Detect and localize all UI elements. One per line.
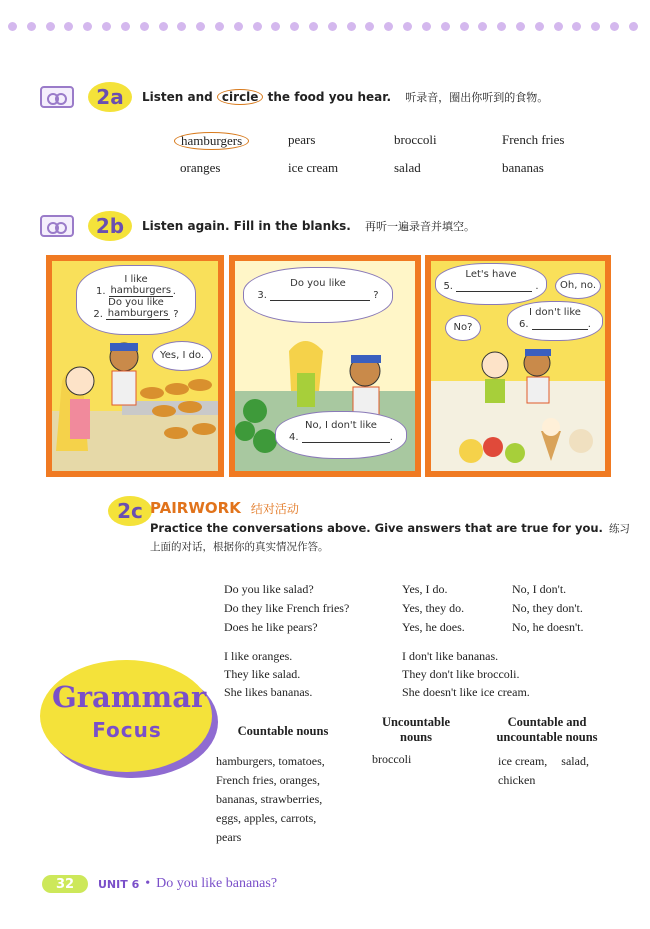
grammar-title: Grammar (52, 680, 207, 714)
food-item[interactable]: ice cream (288, 160, 339, 175)
instruction: Listen and circle the food you hear. 听录音，圈出你听到的食物。 (142, 90, 549, 104)
instruction: Listen again. Fill in the blanks. 再听一遍录音并填空。 (142, 219, 476, 233)
section-badge: 2b (88, 211, 132, 241)
section-2a-header (40, 82, 548, 112)
grammar-questions: Do you like salad? Do they like French fries? Does he like pears? (224, 582, 350, 634)
food-item[interactable]: salad (394, 160, 421, 175)
comic-panel-3 (425, 255, 611, 477)
uncountable-list: broccoli (372, 752, 412, 766)
speech-bubble: Let's have 5. . (435, 263, 547, 305)
speech-bubble: Oh, no. (555, 273, 601, 299)
unit-title: Do you like bananas? (156, 876, 278, 891)
food-list (180, 132, 600, 176)
page-number: 32 (42, 875, 88, 893)
food-item[interactable]: French fries (502, 132, 565, 147)
grammar-dislikes: I don't like bananas. They don't like broccoli. She doesn't like ice cream. (402, 649, 530, 699)
grammar-yes-answers: Yes, I do. Yes, they do. Yes, he does. (402, 582, 465, 634)
speech-bubble: Yes, I do. (152, 341, 212, 371)
countable-list: hamburgers, tomatoes, French fries, oranges, bananas, strawberries, eggs, apples, carrots, pears (216, 754, 325, 844)
speech-bubble: Do you like 3. ? (243, 267, 393, 323)
speech-bubble: No, I don't like 4. . (275, 411, 407, 459)
food-item[interactable]: hamburgers (174, 132, 249, 150)
pairwork-instruction: Practice the conversations above. Give answers that are true for you. 练习上面的对话，根据你的真实情况作答。 (150, 521, 630, 553)
cassette-icon[interactable] (40, 86, 74, 108)
page-footer (42, 875, 277, 893)
comic-panel-2 (229, 255, 421, 477)
both-heading: Countable and uncountable nouns (496, 715, 598, 744)
section-badge: 2c (108, 496, 152, 526)
speech-bubble: I like 1. hamburgers . Do you like 2. hamburgers ? (76, 265, 196, 335)
food-item[interactable]: broccoli (394, 132, 437, 147)
footer-separator: • (145, 876, 151, 891)
cassette-icon[interactable] (40, 215, 74, 237)
grammar-no-answers: No, I don't. No, they don't. No, he doesn't. (512, 582, 584, 634)
grammar-subtitle: Focus (92, 718, 162, 742)
speech-bubble: No? (445, 315, 481, 341)
decorative-dots (8, 22, 638, 36)
food-item[interactable]: bananas (502, 160, 544, 175)
both-list: ice cream, salad, chicken (498, 754, 589, 787)
grammar-focus-badge (40, 660, 212, 772)
uncountable-heading: Uncountable nouns (381, 715, 451, 744)
grammar-likes: I like oranges. They like salad. She likes bananas. (224, 649, 313, 699)
section-2b-header (40, 211, 475, 241)
countable-heading: Countable nouns (237, 724, 329, 738)
food-item[interactable]: pears (288, 132, 316, 147)
comic-panel-1 (46, 255, 224, 477)
food-item[interactable]: oranges (180, 160, 221, 175)
section-badge: 2a (88, 82, 132, 112)
unit-label: UNIT 6 (98, 877, 140, 891)
speech-bubble: I don't like 6. . (507, 301, 603, 341)
pairwork-title: PAIRWORK 结对活动 (150, 499, 299, 517)
